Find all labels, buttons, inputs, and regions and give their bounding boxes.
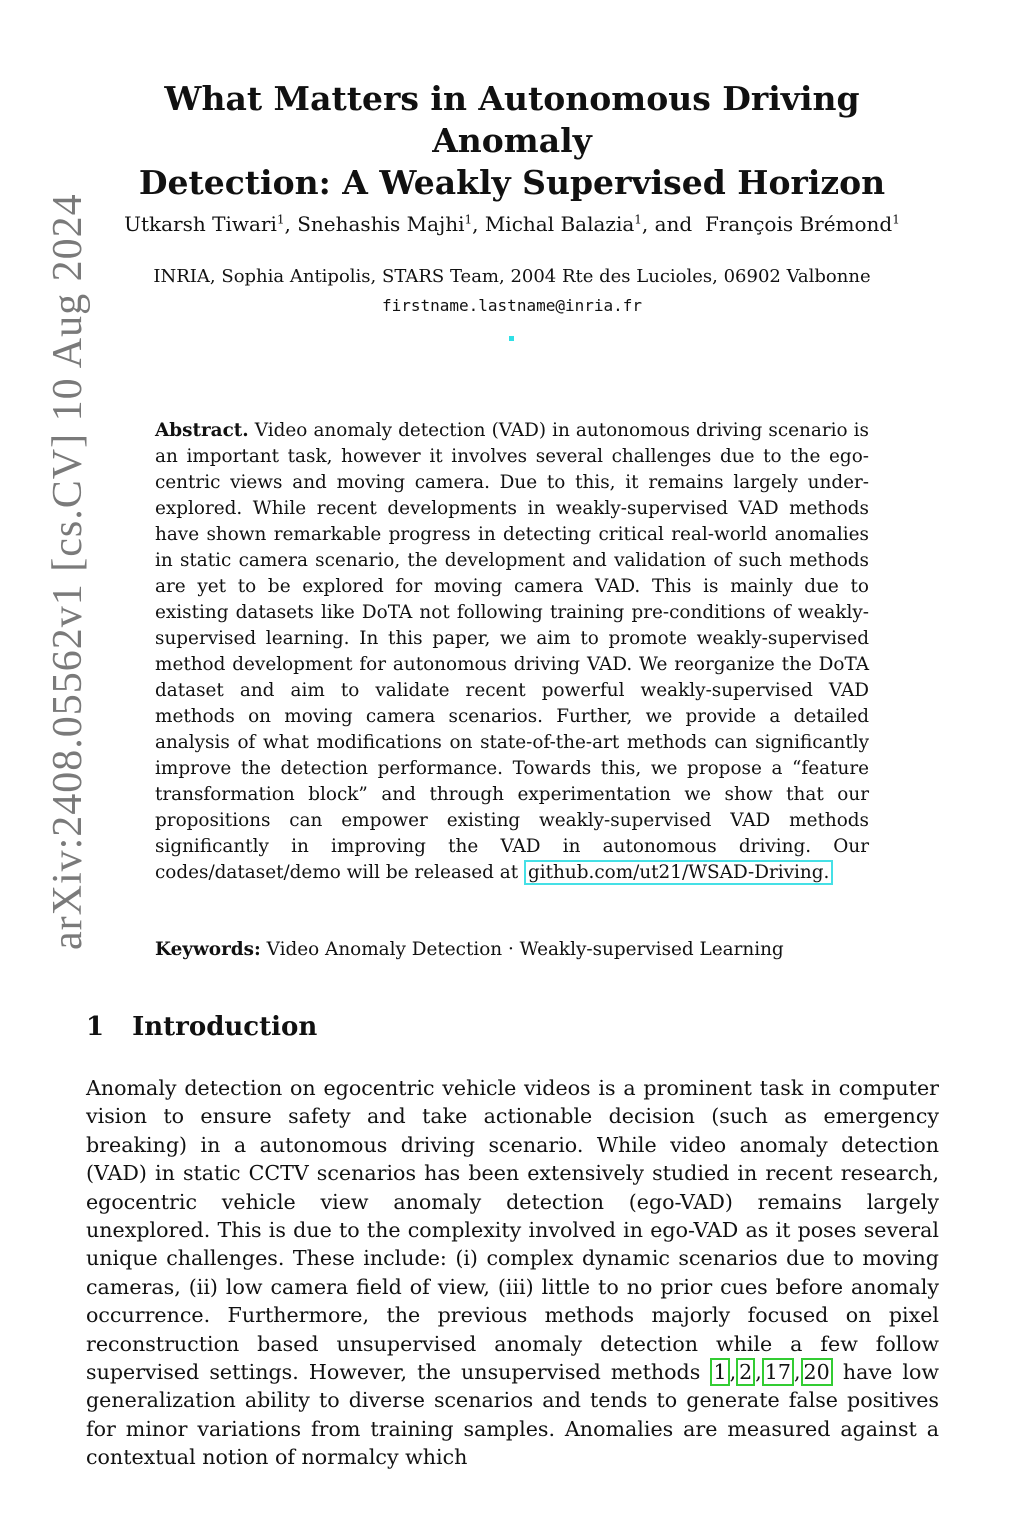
link-marker: [509, 336, 514, 341]
author-separator: ,: [472, 212, 485, 236]
introduction-paragraph: [86, 1074, 939, 1472]
keywords-label: Keywords:: [155, 939, 261, 960]
abstract-text: Video anomaly detection (VAD) in autonomous driving scenario is an important task, however it involves several challenges due to the ego-centric views and moving camera. Due to this, it remains largely under-explored. While recent developments in weakly-supervised VAD methods have shown remarkable progress in detecting critical real-world anomalies in static camera scenario, the development and validation of such methods are yet to be explored for moving camera VAD. This is mainly due to existing datasets like DoTA not following training pre-conditions of weakly-supervised learning. In this paper, we aim to promote weakly-supervised method development for autonomous driving VAD. We reorganize the DoTA dataset and aim to validate recent powerful weakly-supervised VAD methods on moving camera scenarios. Further, we provide a detailed analysis of what modifications on state-of-the-art methods can significantly improve the detection performance. Towards this, we propose a “feature transformation block” and through experimentation we show that our propositions can empower existing weakly-supervised VAD methods significantly in improving the VAD in autonomous driving. Our codes/dataset/demo will be released at: [155, 420, 869, 883]
citation-link[interactable]: 17: [762, 1358, 794, 1386]
affiliation: INRIA, Sophia Antipolis, STARS Team, 2004 Rte des Lucioles, 06902 Valbonne: [153, 266, 871, 287]
citation-link[interactable]: 20: [801, 1358, 833, 1386]
author-name: Utkarsh Tiwari: [124, 212, 277, 236]
author-name: Snehashis Majhi: [297, 212, 465, 236]
section-title: Introduction: [132, 1012, 318, 1042]
author-affiliation-mark: 1: [892, 212, 900, 227]
author-separator: , and: [641, 212, 699, 236]
citation-group: 1 , 2 , 17 , 20: [710, 1358, 832, 1386]
intro-text: have low generalization ability to diverse scenarios and tends to generate false positives for minor variations from training samples. Anomalies are measured against a contextual notion of normalcy which: [86, 1360, 940, 1470]
citation-link[interactable]: 1: [710, 1358, 729, 1386]
author-name: François Brémond: [704, 212, 893, 236]
section-heading: [86, 1012, 317, 1042]
author-list: [80, 212, 944, 236]
abstract: [155, 418, 869, 886]
abstract-label: Abstract.: [155, 420, 249, 441]
repository-link[interactable]: github.com/ut21/WSAD-Driving.: [524, 860, 833, 885]
keywords: [155, 937, 869, 963]
paper-title: [92, 78, 932, 204]
section-number: 1: [86, 1012, 105, 1042]
author-affiliation-mark: 1: [464, 212, 473, 227]
citation-link[interactable]: 2: [736, 1358, 755, 1386]
email: firstname.lastname@inria.fr: [381, 296, 643, 315]
keywords-text: Video Anomaly Detection · Weakly-supervised Learning: [266, 939, 784, 960]
title-line-2: Detection: A Weakly Supervised Horizon: [138, 163, 886, 202]
author-affiliation-mark: 1: [634, 212, 642, 227]
author-separator: ,: [284, 212, 298, 236]
author-name: Michal Balazia: [484, 212, 635, 236]
title-line-1: What Matters in Autonomous Driving Anomaly: [164, 79, 860, 160]
intro-text: Anomaly detection on egocentric vehicle videos is a prominent task in computer vision to ensure safety and take actionable decision (such as emergency breaking) in a autonomous driving scenario. While video anomaly detection (VAD) in static CCTV scenarios has been extensively studied in recent research, egocentric vehicle view anomaly detection (ego-VAD) remains largely unexplored. This is due to the complexity involved in ego-VAD as it poses several unique challenges. These include: (i) complex dynamic scenarios due to moving cameras, (ii) low camera field of view, (iii) little to no prior cues before anomaly occurrence. Furthermore, the previous methods majorly focused on pixel reconstruction based unsupervised anomaly detection while a few follow supervised settings. However, the unsupervised methods: [86, 1076, 939, 1385]
author-affiliation-mark: 1: [276, 212, 285, 227]
arxiv-identifier: arXiv:2408.05562v1 [cs.CV] 10 Aug 2024: [45, 193, 91, 950]
